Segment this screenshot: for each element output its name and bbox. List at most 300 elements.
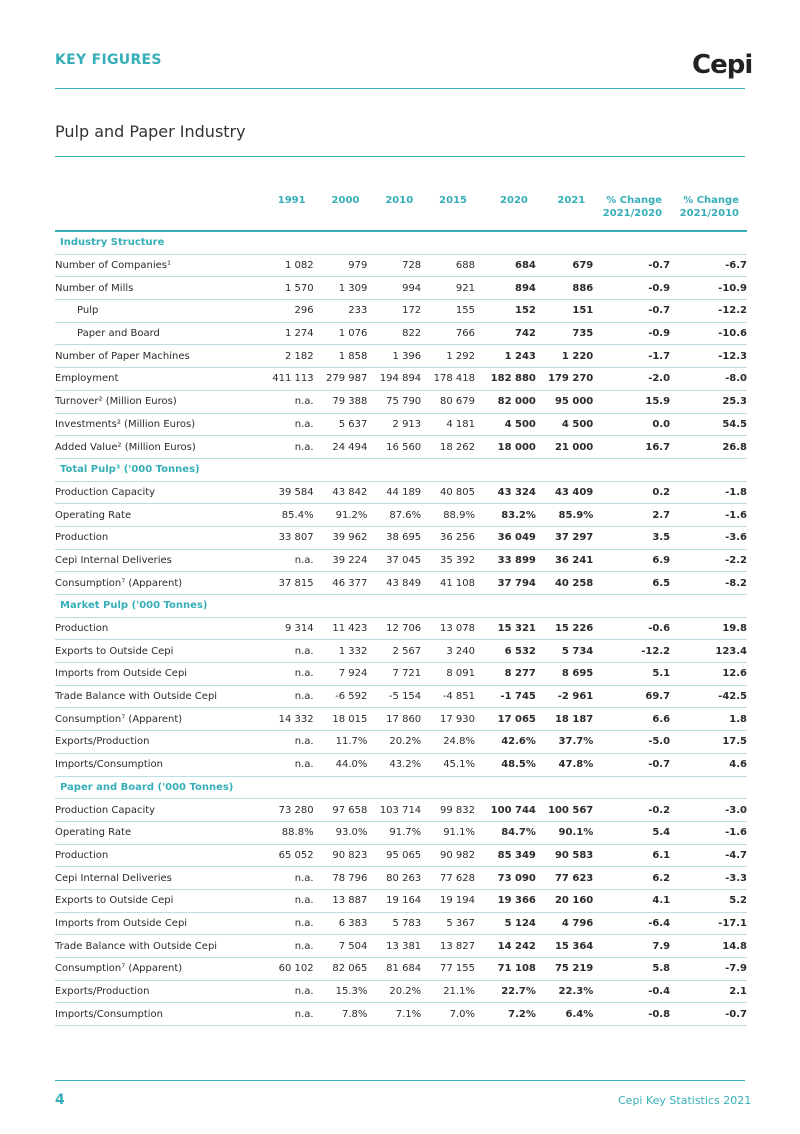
section-header-row — [55, 231, 747, 254]
table-cell: 14 332 — [278, 713, 314, 725]
table-cell: 2.7 — [652, 509, 671, 521]
table-cell: 19 194 — [439, 895, 475, 907]
table-cell: -0.7 — [725, 1008, 747, 1020]
table-cell: 13 887 — [332, 895, 368, 907]
table-cell: 822 — [402, 328, 422, 340]
table-cell: 18 000 — [497, 441, 536, 453]
row-label: Consumption⁷ (Apparent) — [55, 577, 183, 589]
table-cell: -6.7 — [725, 260, 747, 272]
table-row — [55, 685, 747, 708]
table-cell: 4.1 — [652, 895, 671, 907]
table-cell: 17 860 — [386, 713, 422, 725]
table-cell: 19 164 — [386, 895, 422, 907]
table-cell: 7 924 — [338, 668, 368, 680]
table-cell: -7.9 — [725, 963, 747, 975]
table-row — [55, 390, 747, 413]
table-cell: -2.2 — [725, 554, 747, 566]
table-cell: 5 124 — [504, 917, 536, 929]
section-header-row — [55, 458, 747, 481]
table-row — [55, 889, 747, 912]
table-cell: 2.1 — [729, 986, 747, 998]
table-cell: 88.9% — [443, 509, 475, 521]
table-cell: 75 219 — [554, 963, 594, 975]
table-row — [55, 663, 747, 686]
table-cell: 91.1% — [443, 827, 475, 839]
table-cell: -2.0 — [648, 373, 671, 385]
table-cell: 36 241 — [554, 554, 594, 566]
row-label: Production — [55, 849, 109, 861]
table-cell: 19 366 — [497, 895, 536, 907]
table-cell: 82 065 — [332, 963, 368, 975]
table-row — [55, 912, 747, 935]
table-cell: n.a. — [294, 1008, 314, 1020]
table-cell: 93.0% — [335, 827, 368, 839]
row-label: Pulp — [77, 305, 99, 317]
table-cell: 90 583 — [554, 849, 594, 861]
table-cell: 88.8% — [281, 827, 314, 839]
table-cell: 47.8% — [558, 759, 594, 771]
table-cell: 1 076 — [338, 328, 368, 340]
table-cell: 5 734 — [561, 645, 594, 657]
table-cell: -1.8 — [725, 486, 747, 498]
footer-divider — [55, 1080, 745, 1081]
table-cell: 7 504 — [338, 940, 368, 952]
table-cell: -0.8 — [648, 1008, 671, 1020]
table-cell: 728 — [402, 260, 422, 272]
section-title: Pulp and Paper Industry — [55, 122, 246, 141]
table-cell: 80 263 — [386, 872, 422, 884]
key-figures-table — [55, 190, 747, 1026]
table-cell: 7.1% — [395, 1008, 422, 1020]
table-cell: 69.7 — [645, 691, 671, 703]
table-row — [55, 958, 747, 981]
table-cell: 24.8% — [443, 736, 475, 748]
table-cell: 43.2% — [389, 759, 422, 771]
cepi-logo — [692, 50, 752, 80]
table-cell: 11 423 — [332, 623, 368, 635]
table-cell: 2 567 — [392, 645, 422, 657]
row-label: Operating Rate — [55, 827, 132, 839]
table-cell: 37 794 — [497, 577, 536, 589]
table-cell: 15.9 — [645, 396, 671, 408]
table-cell: -10.6 — [718, 328, 747, 340]
row-label: Imports/Consumption — [55, 759, 163, 771]
section-header-label: Total Pulp³ ('000 Tonnes) — [60, 464, 200, 476]
logo-text: Cepi — [692, 50, 753, 80]
table-cell: 172 — [402, 305, 422, 317]
table-cell: -1.6 — [725, 509, 747, 521]
table-cell: n.a. — [294, 668, 314, 680]
section-header-label: Market Pulp ('000 Tonnes) — [60, 600, 208, 612]
row-label: Imports from Outside Cepi — [55, 668, 188, 680]
table-cell: 20 160 — [554, 895, 594, 907]
row-label: Investments² (Million Euros) — [55, 418, 196, 430]
row-label: Number of Paper Machines — [55, 350, 190, 362]
table-cell: 994 — [402, 282, 422, 294]
table-cell: -10.9 — [718, 282, 747, 294]
table-row — [55, 1003, 747, 1026]
table-row — [55, 867, 747, 890]
section-header-label: Paper and Board ('000 Tonnes) — [60, 781, 234, 793]
table-header-row — [55, 190, 747, 231]
table-cell: 13 827 — [439, 940, 475, 952]
table-cell: -3.6 — [725, 532, 747, 544]
table-cell: 3.5 — [652, 532, 671, 544]
table-cell: 9 314 — [284, 623, 314, 635]
table-cell: 4.6 — [729, 759, 747, 771]
table-cell: n.a. — [294, 691, 314, 703]
table-cell: 85 349 — [497, 849, 536, 861]
table-row — [55, 799, 747, 822]
table-cell: 13 078 — [439, 623, 475, 635]
table-cell: 5.4 — [652, 827, 671, 839]
table-cell: -0.7 — [648, 759, 671, 771]
row-label: Cepi Internal Deliveries — [55, 554, 172, 566]
section-header-label: Industry Structure — [60, 237, 165, 249]
table-cell: 87.6% — [389, 509, 422, 521]
table-body — [55, 231, 747, 1026]
table-cell: 735 — [572, 328, 594, 340]
table-cell: 46 377 — [332, 577, 368, 589]
table-row — [55, 526, 747, 549]
table-cell: 77 155 — [439, 963, 475, 975]
table-cell: 26.8 — [722, 441, 747, 453]
table-cell: -1 745 — [500, 691, 536, 703]
row-label: Production — [55, 623, 109, 635]
table-cell: 1 220 — [561, 350, 594, 362]
table-cell: 45.1% — [443, 759, 475, 771]
table-cell: 0.0 — [652, 418, 671, 430]
table-cell: -6.4 — [648, 917, 671, 929]
table-cell: 65 052 — [278, 849, 314, 861]
table-cell: 152 — [515, 305, 536, 317]
row-label: Exports to Outside Cepi — [55, 895, 174, 907]
table-cell: 8 695 — [561, 668, 594, 680]
table-cell: 20.2% — [389, 736, 422, 748]
table-cell: -0.2 — [648, 804, 671, 816]
table-cell: n.a. — [294, 872, 314, 884]
table-cell: 182 880 — [490, 373, 536, 385]
table-cell: 17 930 — [439, 713, 475, 725]
table-cell: -12.2 — [641, 645, 671, 657]
table-cell: 7.9 — [652, 940, 671, 952]
row-label: Production Capacity — [55, 486, 156, 498]
table-cell: 6 383 — [338, 917, 368, 929]
table-cell: 6 532 — [504, 645, 536, 657]
table-cell: 279 987 — [326, 373, 368, 385]
table-cell: 95 000 — [554, 396, 594, 408]
table-cell: 4 500 — [504, 418, 536, 430]
row-label: Employment — [55, 373, 119, 385]
table-cell: 233 — [348, 305, 368, 317]
column-header: % Change 2021/2020 — [602, 195, 663, 219]
table-cell: 100 567 — [548, 804, 594, 816]
table-cell: 2 913 — [392, 418, 422, 430]
table-cell: 742 — [515, 328, 536, 340]
table-cell: -17.1 — [718, 917, 747, 929]
row-label: Production Capacity — [55, 804, 156, 816]
table-row — [55, 731, 747, 754]
table-cell: 43 409 — [554, 486, 594, 498]
table-cell: 12 706 — [386, 623, 422, 635]
table-cell: 411 113 — [272, 373, 314, 385]
table-cell: 39 584 — [278, 486, 314, 498]
table-cell: 6.5 — [652, 577, 671, 589]
table-cell: 1 292 — [446, 350, 475, 362]
table-cell: 77 623 — [554, 872, 594, 884]
table-cell: 16.7 — [645, 441, 671, 453]
table-cell: 18 015 — [332, 713, 368, 725]
table-row — [55, 980, 747, 1003]
table-cell: 4 796 — [561, 917, 594, 929]
table-cell: -0.4 — [648, 986, 671, 998]
row-label: Consumption⁷ (Apparent) — [55, 963, 183, 975]
table-cell: 22.3% — [558, 986, 594, 998]
table-row — [55, 322, 747, 345]
table-cell: 13 381 — [386, 940, 422, 952]
table-cell: 1 309 — [338, 282, 368, 294]
column-header: 2010 — [385, 195, 414, 206]
table-cell: 82 000 — [497, 396, 536, 408]
table-cell: 894 — [515, 282, 536, 294]
table-cell: 15.3% — [335, 986, 368, 998]
table-cell: 48.5% — [501, 759, 536, 771]
table-cell: 84.7% — [501, 827, 536, 839]
table-cell: n.a. — [294, 396, 314, 408]
table-cell: 77 628 — [439, 872, 475, 884]
table-row — [55, 277, 747, 300]
table-cell: 37 815 — [278, 577, 314, 589]
table-row — [55, 504, 747, 527]
table-cell: 99 832 — [439, 804, 475, 816]
table-cell: 90 982 — [439, 849, 475, 861]
table-cell: -8.2 — [725, 577, 747, 589]
table-cell: -3.3 — [725, 872, 747, 884]
table-cell: 90.1% — [558, 827, 594, 839]
column-header: 2000 — [331, 195, 360, 206]
table-cell: 679 — [572, 260, 594, 272]
table-row — [55, 753, 747, 776]
table-cell: 33 899 — [497, 554, 536, 566]
table-cell: 3 240 — [446, 645, 475, 657]
table-row — [55, 821, 747, 844]
table-cell: 194 894 — [379, 373, 422, 385]
row-label: Trade Balance with Outside Cepi — [55, 940, 218, 952]
table-cell: 37 297 — [554, 532, 594, 544]
table-cell: 42.6% — [501, 736, 536, 748]
table-cell: 11.7% — [335, 736, 368, 748]
table-cell: 71 108 — [497, 963, 536, 975]
table-cell: -0.7 — [648, 260, 671, 272]
table-cell: -4 851 — [442, 691, 475, 703]
table-cell: -12.2 — [718, 305, 747, 317]
table-cell: n.a. — [294, 917, 314, 929]
table-cell: 37 045 — [386, 554, 422, 566]
table-row — [55, 413, 747, 436]
table-cell: 6.2 — [652, 872, 671, 884]
table-row — [55, 436, 747, 459]
table-cell: 40 258 — [554, 577, 594, 589]
table-cell: 91.7% — [389, 827, 422, 839]
table-cell: 4 181 — [446, 418, 475, 430]
table-cell: 73 280 — [278, 804, 314, 816]
table-cell: -0.9 — [648, 282, 671, 294]
table-cell: 100 744 — [490, 804, 536, 816]
table-cell: 43 324 — [497, 486, 536, 498]
table-cell: n.a. — [294, 759, 314, 771]
column-header: % Change 2021/2010 — [679, 195, 739, 219]
page-number: 4 — [55, 1092, 65, 1108]
table-row — [55, 572, 747, 595]
table-cell: 17.5 — [722, 736, 747, 748]
table-cell: -1.7 — [648, 350, 671, 362]
table-cell: -0.6 — [648, 623, 671, 635]
table-cell: 684 — [515, 260, 536, 272]
table-cell: 35 392 — [439, 554, 475, 566]
table-cell: 6.9 — [652, 554, 671, 566]
table-cell: 1.8 — [729, 713, 747, 725]
table-cell: -1.6 — [725, 827, 747, 839]
table-cell: 80 679 — [439, 396, 475, 408]
table-cell: 75 790 — [386, 396, 422, 408]
table-cell: 1 570 — [284, 282, 314, 294]
table-cell: 4 500 — [561, 418, 594, 430]
table-cell: 78 796 — [332, 872, 368, 884]
table-cell: 44.0% — [335, 759, 368, 771]
table-cell: 7.0% — [449, 1008, 475, 1020]
table-cell: 2 182 — [284, 350, 314, 362]
table-cell: 14 242 — [497, 940, 536, 952]
table-cell: -0.9 — [648, 328, 671, 340]
table-cell: 1 082 — [284, 260, 314, 272]
table-cell: 18 262 — [439, 441, 475, 453]
table-cell: -4.7 — [725, 849, 747, 861]
table-cell: 39 962 — [332, 532, 368, 544]
table-cell: 43 842 — [332, 486, 368, 498]
row-label: Trade Balance with Outside Cepi — [55, 691, 218, 703]
table-cell: 123.4 — [715, 645, 747, 657]
table-cell: 5 367 — [446, 917, 475, 929]
table-cell: 18 187 — [554, 713, 594, 725]
table-cell: -42.5 — [718, 691, 747, 703]
table-cell: 90 823 — [332, 849, 368, 861]
table-cell: 60 102 — [278, 963, 314, 975]
table-cell: -5 154 — [388, 691, 422, 703]
table-cell: 43 849 — [386, 577, 422, 589]
table-cell: 103 714 — [379, 804, 422, 816]
column-header: 2020 — [500, 195, 528, 206]
table-cell: n.a. — [294, 940, 314, 952]
table-cell: 1 243 — [504, 350, 536, 362]
table-cell: 83.2% — [501, 509, 536, 521]
table-cell: 886 — [572, 282, 594, 294]
table-cell: 36 256 — [439, 532, 475, 544]
table-cell: 688 — [455, 260, 475, 272]
table-cell: -3.0 — [725, 804, 747, 816]
table-cell: 7.2% — [508, 1008, 536, 1020]
table-cell: 5 783 — [392, 917, 422, 929]
table-cell: 5.1 — [652, 668, 671, 680]
table-cell: 979 — [348, 260, 368, 272]
table-cell: 81 684 — [386, 963, 422, 975]
table-cell: -2 961 — [557, 691, 594, 703]
table-cell: n.a. — [294, 441, 314, 453]
table-cell: 97 658 — [332, 804, 368, 816]
row-label: Number of Mills — [55, 282, 134, 294]
table-cell: 38 695 — [386, 532, 422, 544]
table-cell: 85.9% — [558, 509, 594, 521]
table-cell: -0.7 — [648, 305, 671, 317]
table-cell: 33 807 — [278, 532, 314, 544]
table-cell: 15 321 — [497, 623, 536, 635]
row-label: Cepi Internal Deliveries — [55, 872, 172, 884]
header-label-spacer — [55, 190, 262, 231]
table-cell: 8 091 — [446, 668, 475, 680]
table-cell: 6.4% — [565, 1008, 594, 1020]
table-cell: 178 418 — [433, 373, 475, 385]
table-cell: 7.8% — [341, 1008, 368, 1020]
table-cell: 155 — [455, 305, 475, 317]
section-header-row — [55, 595, 747, 618]
column-header: 1991 — [277, 195, 306, 206]
table-cell: n.a. — [294, 736, 314, 748]
table-row — [55, 844, 747, 867]
table-cell: 36 049 — [497, 532, 536, 544]
table-cell: 1 332 — [338, 645, 368, 657]
table-cell: 5 637 — [338, 418, 368, 430]
table-cell: 5.2 — [729, 895, 747, 907]
table-cell: 79 388 — [332, 396, 368, 408]
table-cell: 0.2 — [652, 486, 671, 498]
table-row — [55, 300, 747, 323]
table-cell: 14.8 — [722, 940, 747, 952]
table-cell: 95 065 — [386, 849, 422, 861]
table-cell: 54.5 — [722, 418, 747, 430]
column-header: 2015 — [439, 195, 467, 206]
table-cell: 12.6 — [722, 668, 747, 680]
table-cell: 296 — [294, 305, 314, 317]
table-cell: 1 396 — [392, 350, 422, 362]
section-header-row — [55, 776, 747, 799]
table-cell: 21.1% — [443, 986, 475, 998]
row-label: Exports/Production — [55, 736, 150, 748]
column-header: 2021 — [557, 195, 586, 206]
table-cell: 44 189 — [386, 486, 422, 498]
table-cell: 151 — [572, 305, 594, 317]
table-cell: 179 270 — [548, 373, 594, 385]
row-label: Exports/Production — [55, 986, 150, 998]
table-row — [55, 708, 747, 731]
table-cell: 73 090 — [497, 872, 536, 884]
table-cell: 37.7% — [558, 736, 594, 748]
table-cell: -6 592 — [335, 691, 368, 703]
row-label: Paper and Board — [77, 328, 160, 340]
table-cell: 16 560 — [386, 441, 422, 453]
footer-text: Cepi Key Statistics 2021 — [618, 1094, 752, 1107]
table-cell: n.a. — [294, 645, 314, 657]
table-cell: 6.1 — [652, 849, 671, 861]
table-cell: n.a. — [294, 418, 314, 430]
row-label: Exports to Outside Cepi — [55, 645, 174, 657]
table-cell: 20.2% — [389, 986, 422, 998]
table-cell: 6.6 — [652, 713, 671, 725]
table-cell: n.a. — [294, 986, 314, 998]
table-cell: 7 721 — [392, 668, 422, 680]
table-row — [55, 549, 747, 572]
table-cell: 921 — [455, 282, 475, 294]
table-cell: n.a. — [294, 554, 314, 566]
table-cell: 24 494 — [332, 441, 368, 453]
